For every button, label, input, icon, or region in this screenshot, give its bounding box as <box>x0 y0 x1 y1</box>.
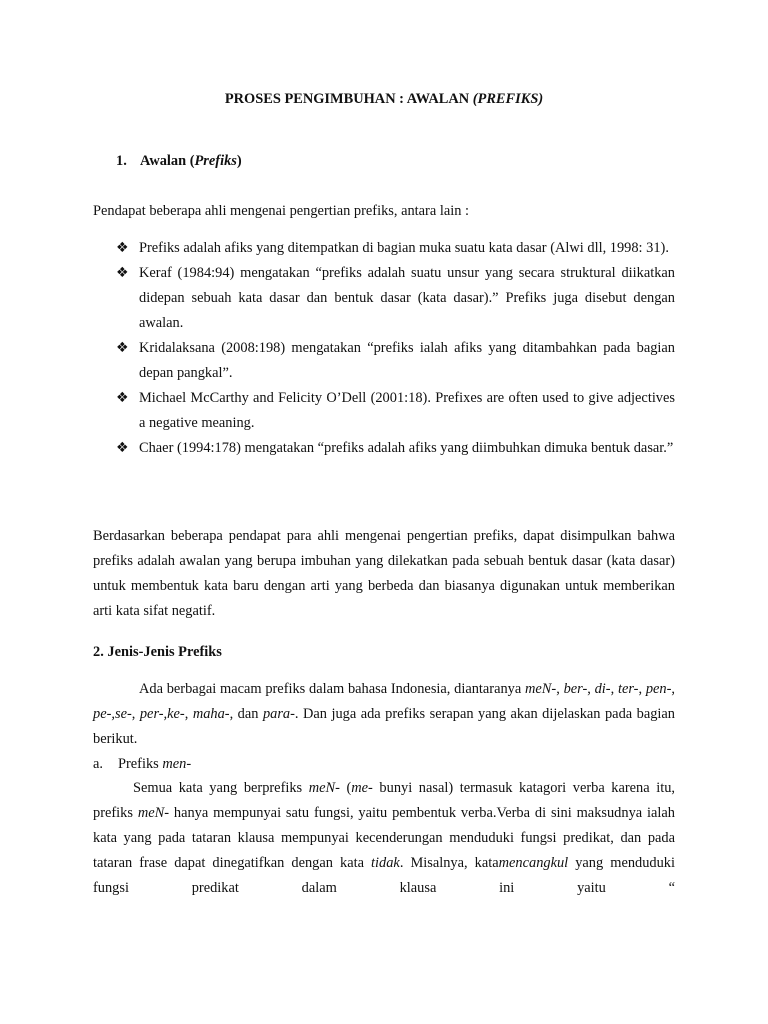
diamond-bullet-icon: ❖ <box>116 240 129 256</box>
section-label: Awalan ( <box>140 153 195 169</box>
definition-list <box>116 236 675 461</box>
title-main: PROSES PENGIMBUHAN : AWALAN <box>224 91 473 107</box>
subsection-letter: a. <box>93 756 103 772</box>
section-label-italic: Prefiks <box>194 153 237 169</box>
section-label-close: ) <box>236 153 242 169</box>
list-item-text: Chaer (1994:178) mengatakan “prefiks adalah afiks yang diimbuhkan dimuka bentuk dasar.” <box>139 440 674 456</box>
intro-paragraph: Pendapat beberapa ahli mengenai pengertian prefiks, antara lain : <box>93 203 469 219</box>
diamond-bullet-icon: ❖ <box>116 340 129 356</box>
list-item-text: Prefiks adalah afiks yang ditempatkan di bagian muka suatu kata dasar (Alwi dll, 1998: 31). <box>139 240 669 256</box>
diamond-bullet-icon: ❖ <box>116 265 129 281</box>
list-item <box>116 261 675 336</box>
summary-paragraph: Berdasarkan beberapa pendapat para ahli mengenai pengertian prefiks, dapat disimpulkan bahwa prefiks adalah awalan yang berupa imbuhan yang dilekatkan pada sebuah bentuk dasar (kata dasar) untuk membentuk kata baru dengan arti yang berbeda dan biasanya digunakan untuk memberikan arti kata sifat negatif. <box>93 528 675 619</box>
section-heading-1 <box>116 149 242 174</box>
subsection-label-italic: men- <box>162 756 192 772</box>
title-italic: (PREFIKS) <box>472 91 544 107</box>
men-paragraph: Semua kata yang berprefiks meN- (me- bunyi nasal) termasuk katagori verba karena itu, prefiks meN- hanya mempunyai satu fungsi, yaitu pembentuk verba.Verba di sini maksudnya ialah kata yang pada tataran klausa mempunyai kecenderungan menduduki fungsi predikat, dan pada tataran frase dapat dinegatifkan dengan kata tidak. Misalnya, katamencangkul yang menduduki fungsi predikat dalam klausa ini yaitu “ <box>93 780 675 896</box>
list-item-text: Michael McCarthy and Felicity O’Dell (2001:18). Prefixes are often used to give adjectives a negative meaning. <box>139 390 675 431</box>
section-number: 1. <box>116 153 127 169</box>
section-heading-2: 2. Jenis-Jenis Prefiks <box>93 644 222 660</box>
jenis-paragraph: Ada berbagai macam prefiks dalam bahasa Indonesia, diantaranya meN-, ber-, di-, ter-, pen-, pe-,se-, per-,ke-, maha-, dan para-. Dan juga ada prefiks serapan yang akan dijelaskan pada bagian berikut. <box>93 681 676 747</box>
page-title <box>0 87 768 112</box>
list-item <box>116 336 675 386</box>
list-item <box>116 386 675 436</box>
list-item <box>116 436 675 461</box>
list-item <box>116 236 675 261</box>
diamond-bullet-icon: ❖ <box>116 440 129 456</box>
subsection-label: Prefiks <box>118 756 163 772</box>
list-item-text: Keraf (1984:94) mengatakan “prefiks adalah suatu unsur yang secara struktural diikatkan didepan sebuah kata dasar dan bentuk dasar (kata dasar).” Prefiks juga disebut dengan awalan. <box>139 265 675 331</box>
list-item-text: Kridalaksana (2008:198) mengatakan “prefiks ialah afiks yang ditambahkan pada bagian depan pangkal”. <box>139 340 675 381</box>
diamond-bullet-icon: ❖ <box>116 390 129 406</box>
subsection-heading-a <box>93 752 191 777</box>
